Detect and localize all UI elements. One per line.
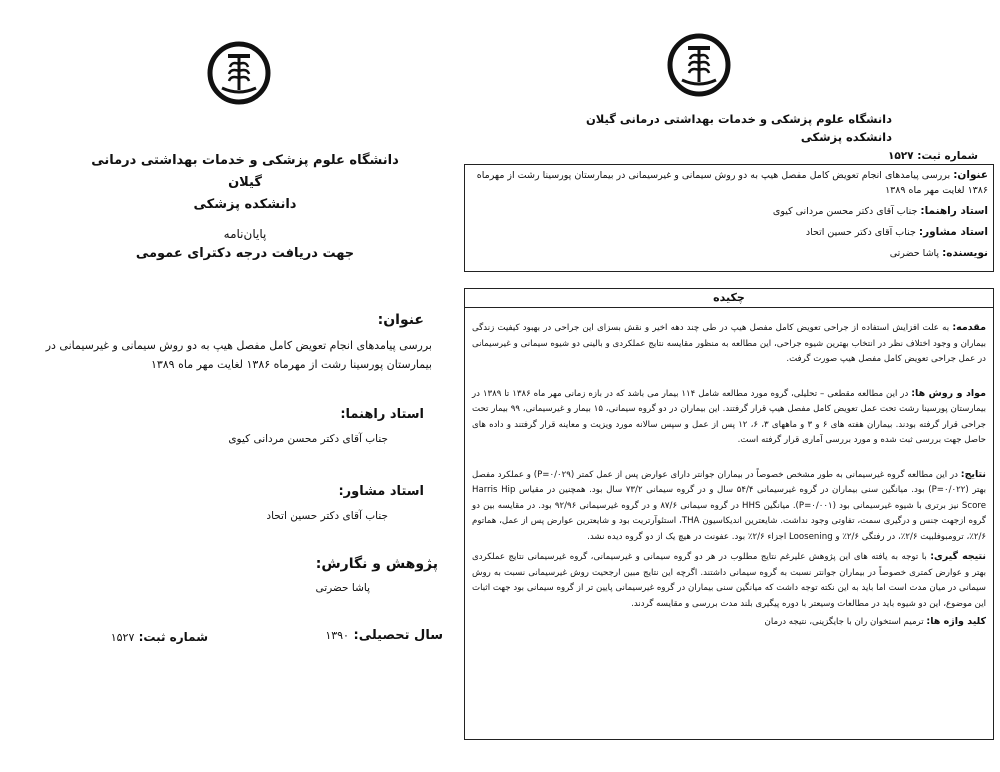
info-supervisor-name: جناب آقای دکتر محسن مردانی کیوی	[772, 206, 918, 217]
registration-value: ۱۵۲۷	[110, 631, 135, 644]
info-supervisor-row	[465, 201, 993, 222]
thesis-label	[80, 224, 410, 264]
thesis-info-box	[464, 164, 994, 272]
title-text: بررسی پیامدهای انجام تعویض کامل مفصل هیپ به دو روش سیمانی و غیرسیمانی در بیمارستان پورسینا رشت از مهرماه ۱۳۸۶ لغایت مهر ماه ۱۳۸۹	[45, 339, 432, 371]
info-advisor-name: جناب آقای دکتر حسین اتحاد	[805, 227, 916, 238]
info-supervisor-label: استاد راهنما:	[920, 205, 988, 217]
info-author-label: نویسنده:	[942, 247, 988, 259]
university-name	[80, 150, 410, 216]
degree-text: جهت دریافت درجه دکترای عمومی	[135, 246, 355, 261]
info-title-label: عنوان:	[953, 169, 988, 181]
methods-label: مواد و روش ها:	[911, 387, 987, 399]
info-author-row	[465, 243, 993, 264]
info-author-name: پاشا حضرتی	[889, 248, 940, 259]
registration-number	[58, 630, 208, 644]
abstract-conclusion	[465, 549, 993, 612]
university-logo-icon	[206, 40, 272, 106]
abstract-box	[464, 288, 994, 740]
abstract-introduction	[465, 320, 993, 368]
info-title-row	[465, 165, 993, 201]
abstract-heading: چکیده	[465, 289, 993, 308]
supervisor-name: جناب آقای دکتر محسن مردانی کیوی	[228, 433, 388, 445]
academic-year	[205, 628, 443, 643]
abstract-registration-label: شماره ثبت:	[917, 150, 978, 162]
thesis-cover-page	[0, 0, 460, 772]
introduction-text: به علت افزایش استفاده از جراحی تعویض کامل مفصل هیپ در طی چند دهه اخیر و نقش بسزای این جراحی در بهبود کیفیت زندگی بیماران و وجود اختلاف نظر در انتخاب بهترین شیوه جراحی، این مطالعه به منظور مقایسه نتایج عملکردی و بالینی دو شیوه سیمانی و غیرسیمانی در عمل جراحی تعویض کامل مفصل هیپ صورت گرفت.	[472, 323, 986, 364]
keywords-text: ترمیم استخوان ران با جایگزینی، نتیجه درمان	[764, 617, 924, 627]
title-heading: عنوان:	[377, 312, 424, 328]
results-label: نتایج:	[960, 468, 986, 480]
methods-text: در این مطالعه مقطعی – تحلیلی، گروه مورد مطالعه شامل ۱۱۴ بیمار می باشد که در بازه زمانی مهر ماه ۱۳۸۶ تا ۱۳۸۹ در بیمارستان پورسینا رشت تحت عمل تعویض کامل مفصل هیپ قرار گرفتند. این بیماران در دو گروه سیمانی، ۱۵ بیمار و غیرسیمانی، ۹۹ بیمار تحت جراحی قرار گرفته بودند. بیماران هفته های ۶ و ۳ و ماههای ۳، ۶، ۱۲ پس از عمل و سپس سالانه مورد ویزیت و معاینه قرار گرفتند و داده های حاصل جهت بررسی ثبت شده و مورد بررسی آماری قرار گرفته است.	[472, 388, 986, 445]
abstract-keywords	[465, 612, 993, 627]
abstract-registration-value: ۱۵۲۷	[887, 150, 914, 162]
conclusion-label: نتیجه گیری:	[930, 551, 987, 562]
supervisor-heading: استاد راهنما:	[340, 407, 424, 422]
abstract-page	[452, 0, 1000, 772]
abstract-results	[465, 467, 993, 546]
abstract-registration	[462, 150, 978, 162]
info-advisor-label: استاد مشاور:	[918, 226, 988, 238]
academic-year-label: سال تحصیلی:	[353, 628, 443, 643]
keywords-label: کلید واژه ها:	[926, 616, 986, 627]
faculty-name: دانشکده پزشکی	[193, 197, 297, 212]
advisor-name: جناب آقای دکتر حسین اتحاد	[266, 510, 388, 522]
abstract-university-name	[492, 110, 892, 146]
researcher-name: پاشا حضرتی	[315, 582, 370, 594]
info-advisor-row	[465, 222, 993, 243]
conclusion-text: با توجه به یافته های این پژوهش علیرغم نتایج مطلوب در هر دو گروه سیمانی و غیرسیمانی، گروه غیرسیمانی نتایج عملکردی بهتر و عوارض کمتری خصوصاً در بیماران جوانتر نسبت به گروه سیمانی داشتند. اگرچه این نتایج مبین ارجحیت روش غیرسیمانی نسبت به روش سیمانی در میان مدت است اما باید به این نکته توجه داشت که میانگین سنی بیماران در گروه غیرسیمانی پایین تر از گروه سیمانی بود جهت اثبات این موضوع، این دو شیوه باید در مطالعات وسیعتر با دوره پیگیری بلند مدت بررسی و مقایسه گردند.	[472, 552, 986, 609]
advisor-heading: استاد مشاور:	[338, 484, 424, 499]
registration-label: شماره ثبت:	[138, 630, 208, 644]
researcher-heading: پژوهش و نگارش:	[315, 556, 438, 572]
abstract-methods	[465, 386, 993, 449]
abstract-university-text: دانشگاه علوم پزشکی و خدمات بهداشتی درمانی گیلان	[585, 112, 892, 126]
university-name-text: دانشگاه علوم پزشکی و خدمات بهداشتی درمانی گیلان	[91, 153, 399, 190]
results-text: در این مطالعه گروه غیرسیمانی به طور مشخص خصوصاً در بیماران جوانتر دارای عوارض پس از عمل کمتر (P=۰/۰۲۹) و عملکرد مفصل بهتر (P=۰/۰۲۲) بود. میانگین سنی بیماران در گروه غیرسیمانی ۵۴/۴ سال و در گروه سیمانی ۷۳/۲ سال بود. همچنین در مقیاس Harris Hip Score نیز برتری با شیوه غیرسیمانی بود (P=۰/۰۰۱). میانگین HHS در گروه سیمانی ۸۷/۶ و در گروه غیرسیمانی ۹۲/۹۶ بود. در مقایسه بین دو گروه ازجهت جنس و درگیری سمت، تفاوتی وجود نداشت. شایعترین اندیکاسیون THA، استئوآرتریت بود و شایعترین عوارض پس از عمل، هماتوم ۲/۶٪، ترومبوفلبیت ۲/۶٪، در رفتگی ۲/۶٪ و Loosening اجزاء ۲/۶٪ بود. عفونت در هیچ یک از دو گروه دیده نشد.	[472, 469, 987, 542]
university-logo-icon	[666, 32, 732, 98]
abstract-faculty-text: دانشکده پزشکی	[800, 130, 892, 144]
introduction-label: مقدمه:	[952, 322, 986, 333]
info-title-text: بررسی پیامدهای انجام تعویض کامل مفصل هیپ به دو روش سیمانی و غیرسیمانی در بیمارستان پورسینا رشت از مهرماه ۱۳۸۶ لغایت مهر ماه ۱۳۸۹	[476, 170, 988, 196]
academic-year-value: ۱۳۹۰	[325, 629, 349, 642]
thesis-label-text: پایان‌نامه	[223, 227, 267, 241]
